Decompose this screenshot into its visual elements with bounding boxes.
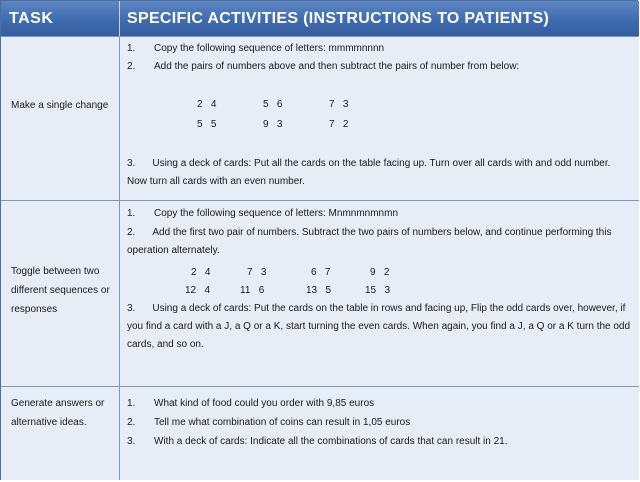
item-text: Copy the following sequence of letters: Mnmnmnmnmn <box>154 208 399 219</box>
number-pair: 11 6 <box>240 285 265 296</box>
table-row-generate <box>1 386 639 480</box>
task-cell: Make a single change <box>11 100 109 111</box>
item-number: 2. <box>127 61 136 72</box>
list-item <box>127 300 633 354</box>
number-pair: 2 4 <box>191 267 211 278</box>
table-header <box>1 1 639 37</box>
task-cell: Toggle between two different sequences or responses <box>11 266 110 315</box>
item-number: 3. <box>127 436 136 447</box>
item-number: 3. <box>127 303 136 314</box>
header-activities: SPECIFIC ACTIVITIES (INSTRUCTIONS TO PATIENTS) <box>127 10 550 27</box>
table-row-toggle <box>1 200 639 387</box>
item-text: Add the first two pair of numbers. Subtract the two pairs of numbers below, and continue performing this operation alternately. <box>127 227 612 256</box>
column-divider <box>119 201 120 387</box>
item-text: Using a deck of cards: Put the cards on the table in rows and facing up, Flip the odd cards over, however, if you find a card with a J, a Q or a K, start turning the even cards. When again, you find a J, a Q or a K turn the odd cards, and so on. <box>127 303 631 350</box>
number-pair: 2 4 <box>197 99 217 110</box>
number-pair: 7 3 <box>247 267 267 278</box>
number-pair: 5 6 <box>263 99 283 110</box>
list-item <box>127 224 633 260</box>
item-text: Tell me what combination of coins can result in 1,05 euros <box>154 417 411 428</box>
item-text: Using a deck of cards: Put all the cards on the table facing up. Turn over all cards with and odd number. Now turn all cards with an even number. <box>127 158 611 187</box>
list-item <box>127 155 633 191</box>
number-pair: 12 4 <box>185 285 211 296</box>
number-pair: 7 2 <box>329 119 349 130</box>
number-pair: 15 3 <box>365 285 391 296</box>
table-row-single-change <box>1 36 639 201</box>
number-pair: 13 5 <box>306 285 332 296</box>
column-divider <box>119 37 120 201</box>
item-number: 1. <box>127 208 136 219</box>
item-text: What kind of food could you order with 9,85 euros <box>154 398 375 409</box>
item-text: Add the pairs of numbers above and then subtract the pairs of number from below: <box>154 61 520 72</box>
item-number: 1. <box>127 43 136 54</box>
number-pair: 9 2 <box>370 267 390 278</box>
column-divider <box>119 387 120 480</box>
number-pair: 6 7 <box>311 267 331 278</box>
number-pair: 5 5 <box>197 119 217 130</box>
item-text: Copy the following sequence of letters: mmmmnnnn <box>154 43 385 54</box>
item-number: 3. <box>127 158 136 169</box>
task-cell: Generate answers or alternative ideas. <box>11 398 105 428</box>
header-task: TASK <box>9 10 54 27</box>
item-number: 2. <box>127 417 136 428</box>
number-pair: 7 3 <box>329 99 349 110</box>
header-divider <box>119 1 120 36</box>
item-number: 2. <box>127 227 136 238</box>
item-number: 1. <box>127 398 136 409</box>
item-text: With a deck of cards: Indicate all the combinations of cards that can result in 21. <box>154 436 508 447</box>
number-pair: 9 3 <box>263 119 283 130</box>
